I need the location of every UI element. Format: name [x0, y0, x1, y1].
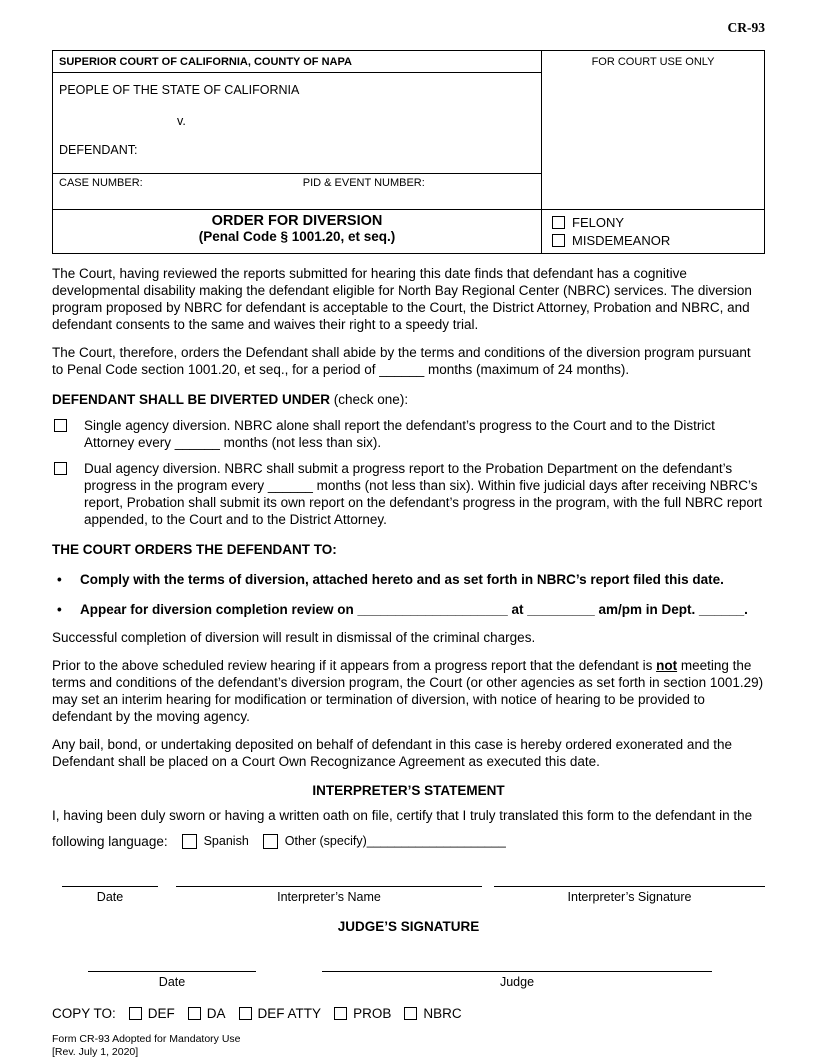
copy-nbrc-checkbox[interactable]: [404, 1007, 417, 1020]
interpreter-statement: I, having been duly sworn or having a written oath on file, certify that I truly translated this form to the defendant in the: [52, 808, 753, 823]
interpreter-name-line: Interpreter’s Name: [176, 886, 482, 906]
success-paragraph: Successful completion of diversion will result in dismissal of the criminal charges.: [52, 630, 536, 645]
bullet-icon: [52, 571, 80, 588]
copy-da-checkbox[interactable]: [188, 1007, 201, 1020]
order-paragraph: The Court, therefore, orders the Defendant shall abide by the terms and conditions of the diversion program pursuant to Penal Code section 1001.20, et seq., for a period of ______ months (maximum of 24 months).: [52, 345, 751, 377]
footer-line2: [Rev. July 1, 2020]: [52, 1046, 139, 1058]
footer-line1: Form CR-93 Adopted for Mandatory Use: [52, 1033, 241, 1045]
felony-checkbox[interactable]: [552, 216, 565, 229]
plaintiff-name: PEOPLE OF THE STATE OF CALIFORNIA: [59, 83, 300, 97]
misdemeanor-checkbox[interactable]: [552, 234, 565, 247]
prior-paragraph-part2: meeting the terms and conditions of the defendant’s diversion program, the Court (or other agencies as set forth in section 1001.29) may set an interim hearing for modification or termination of diversion, with notice of hearing to be provided to defendant by the moving agency.: [52, 658, 764, 724]
dual-agency-option: [52, 460, 765, 528]
not-emphasis: not: [656, 658, 678, 673]
spanish-label: Spanish: [203, 834, 249, 848]
form-title: ORDER FOR DIVERSION: [211, 213, 383, 229]
misdemeanor-label: MISDEMEANOR: [572, 233, 671, 248]
copy-nbrc-label: NBRC: [423, 1006, 462, 1021]
copy-prob-checkbox[interactable]: [334, 1007, 347, 1020]
copy-to-label: COPY TO:: [52, 1006, 116, 1021]
dual-agency-checkbox[interactable]: [54, 462, 67, 475]
copy-prob-label: PROB: [353, 1006, 392, 1021]
caption-table: [52, 50, 765, 254]
copy-da-label: DA: [206, 1006, 226, 1021]
single-agency-option: [52, 417, 765, 451]
bullet-appear-text: Appear for diversion completion review on ____________________ at _________ am/pm in Dept. ______.: [80, 602, 748, 617]
form-title-cell: [53, 210, 542, 253]
defendant-label: DEFENDANT:: [59, 143, 138, 157]
form-footer: [52, 1033, 765, 1059]
case-number-row: [53, 173, 541, 209]
copy-to-def-atty: [239, 1005, 322, 1022]
form-body: [52, 265, 765, 1059]
pid-event-label: PID & EVENT NUMBER:: [302, 177, 425, 189]
diverted-under-heading-bold: DEFENDANT SHALL BE DIVERTED UNDER: [52, 392, 334, 407]
bullet-comply-text: Comply with the terms of diversion, attached hereto and as set forth in NBRC’s report filed this date.: [80, 572, 724, 587]
copy-to-row: [52, 1005, 765, 1022]
bullet-appear: [52, 601, 765, 618]
copy-def-checkbox[interactable]: [129, 1007, 142, 1020]
judge-signature-row: [52, 971, 765, 991]
spanish-checkbox[interactable]: [182, 834, 197, 849]
judge-heading: JUDGE’S SIGNATURE: [337, 919, 480, 934]
copy-def-atty-label: DEF ATTY: [257, 1006, 322, 1021]
bail-paragraph: Any bail, bond, or undertaking deposited on behalf of defendant in this case is hereby ordered exonerated and the Defendant shall be placed on a Court Own Recognizance Agreement as executed this date.: [52, 737, 732, 769]
felony-option: [552, 215, 764, 230]
felony-label: FELONY: [572, 215, 625, 230]
language-line: [52, 833, 765, 850]
copy-to-prob: [334, 1005, 391, 1022]
copy-def-label: DEF: [147, 1006, 175, 1021]
caption-left-column: [53, 51, 542, 209]
other-language-checkbox[interactable]: [263, 834, 278, 849]
prior-paragraph-part1: Prior to the above scheduled review hearing if it appears from a progress report that the defendant is: [52, 658, 657, 673]
other-language-label: Other (specify)____________________: [284, 834, 506, 848]
language-label: following language:: [52, 834, 168, 849]
title-row: [53, 209, 764, 253]
copy-def-atty-checkbox[interactable]: [239, 1007, 252, 1020]
single-agency-checkbox[interactable]: [54, 419, 67, 432]
versus-label: v.: [177, 114, 186, 128]
form-number: CR-93: [727, 20, 765, 35]
dual-agency-text: Dual agency diversion. NBRC shall submit a progress report to the Probation Department on the defendant’s progress in the program every ______ months (not less than six). Within five judicial days after receiving NBRC’s report, Probation shall submit its own report on the defendant’s progress in the program, with the full NBRC report appended, to the Court and to the District Attorney.: [84, 461, 763, 527]
court-title: SUPERIOR COURT OF CALIFORNIA, COUNTY OF NAPA: [53, 51, 541, 73]
interpreter-signature-line: Interpreter’s Signature: [494, 886, 765, 906]
form-subtitle: (Penal Code § 1001.20, et seq.): [198, 229, 396, 244]
misdemeanor-option: [552, 233, 764, 248]
bullet-comply: [52, 571, 765, 588]
charge-type-cell: [542, 210, 764, 253]
court-orders-heading: THE COURT ORDERS THE DEFENDANT TO:: [52, 542, 337, 557]
interpreter-date-line: Date: [62, 886, 158, 906]
case-number-label: CASE NUMBER:: [59, 177, 143, 189]
copy-to-da: [188, 1005, 226, 1022]
bullet-icon: [52, 601, 80, 618]
judge-date-line: Date: [88, 971, 256, 991]
interpreter-heading: INTERPRETER’S STATEMENT: [312, 783, 505, 798]
parties-block: [53, 73, 541, 173]
intro-paragraph: The Court, having reviewed the reports submitted for hearing this date finds that defendant has a cognitive developmental disability making the defendant eligible for North Bay Regional Center (NBRC) services. The diversion program proposed by NBRC for defendant is acceptable to the Court, the District Attorney, Probation and NBRC, and defendant consents to the same and waives their right to a speedy trial.: [52, 266, 752, 332]
copy-to-nbrc: [404, 1005, 461, 1022]
judge-name-line: Judge: [322, 971, 712, 991]
court-use-only-cell: FOR COURT USE ONLY: [591, 56, 715, 68]
check-one-note: (check one):: [333, 392, 409, 407]
copy-to-def: [129, 1005, 175, 1022]
prior-paragraph: [52, 657, 765, 725]
interpreter-signature-row: [52, 886, 765, 906]
single-agency-text: Single agency diversion. NBRC alone shall report the defendant’s progress to the Court and to the District Attorney every ______ months (not less than six).: [84, 418, 715, 450]
diverted-under-heading: [52, 391, 765, 408]
